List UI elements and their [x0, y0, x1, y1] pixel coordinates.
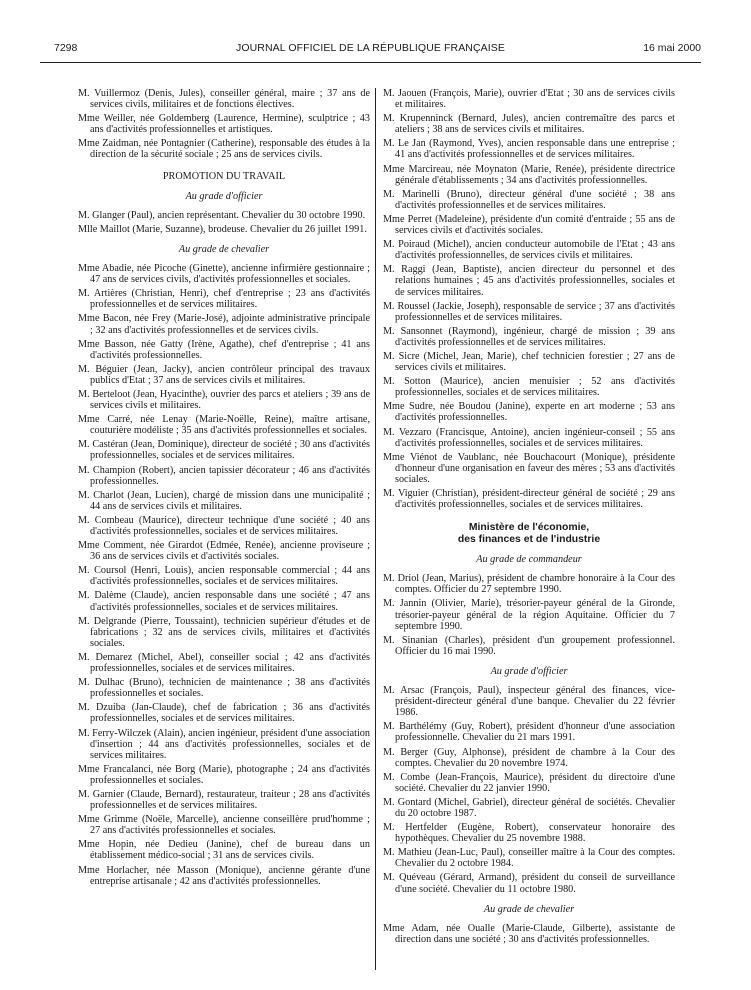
decree-entry: M. Ferry-Wilczek (Alain), ancien ingénieur, président d'une association d'insertion ; 44 ans d'activités professionnelles, sociales et de services militaires. [78, 727, 370, 761]
decree-entry: M. Le Jan (Raymond, Yves), ancien responsable dans une entreprise ; 41 ans d'activités professionnelles et de services militaires. [383, 138, 675, 161]
decree-entry: M. Béguier (Jean, Jacky), ancien contrôleur principal des travaux publics d'Etat ; 37 ans de services civils et militaires. [78, 363, 370, 386]
decree-entry: Mme Perret (Madeleine), présidente d'un comité d'entraide ; 55 ans de services civils et d'activités sociales. [383, 213, 675, 237]
ministry-heading-line1: Ministère de l'économie, [468, 522, 590, 534]
officier-entries [383, 685, 675, 895]
decree-entry: Mme Zaidman, née Pontagnier (Catherine), responsable des études à la direction de la sécurité sociale ; 25 ans de services civils. [78, 138, 370, 161]
decree-entry: Mme Bacon, née Frey (Marie-José), adjointe administrative principale ; 32 ans d'activités professionnelles et de services civils. [78, 313, 370, 336]
decree-entry: M. Dalème (Claude), ancien responsable dans une société ; 47 ans d'activités professionnelles, sociales et de services militaires. [78, 590, 370, 613]
right-column [383, 88, 675, 948]
decree-entry: M. Combe (Jean-François, Maurice), président du directoire d'une société. Chevalier du 22 janvier 1990. [383, 771, 675, 794]
decree-entry: M. Artières (Christian, Henri), chef d'entreprise ; 23 ans d'activités professionnelles et de services militaires. [78, 288, 370, 311]
grade-heading-chevalier: Au grade de chevalier [483, 903, 575, 915]
decree-entry: M. Jaouen (François, Marie), ouvrier d'Etat ; 30 ans de services civils et militaires. [383, 88, 675, 111]
decree-entry: M. Hertfelder (Eugène, Robert), conservateur honoraire des hypothèques. Chevalier du 25 novembre 1988. [383, 822, 675, 845]
grade-heading-officier: Au grade d'officier [185, 190, 263, 202]
decree-entry: M. Vuillermoz (Denis, Jules), conseiller général, maire ; 37 ans de services civils, militaires et de fonctions électives. [78, 88, 370, 111]
decree-entry: M. Raggi (Jean, Baptiste), ancien directeur du personnel et des relations humaines ; 45 ans d'activités professionnelles, sociales et de services militaires. [383, 264, 675, 298]
decree-entry: M. Barthélémy (Guy, Robert), président d'honneur d'une association professionnelle. Chevalier du 21 mars 1991. [383, 721, 675, 744]
decree-entry: M. Sicre (Michel, Jean, Marie), chef technicien forestier ; 27 ans de services civils et militaires. [383, 350, 675, 374]
decree-entry: M. Poiraud (Michel), ancien conducteur automobile de l'Etat ; 43 ans d'activités professionnelles, de services civils et militaires. [383, 239, 675, 262]
decree-entry: M. Sotton (Maurice), ancien menuisier ; 52 ans d'activités professionnelles, sociales et de services militaires. [383, 376, 675, 399]
grade-heading-officier: Au grade d'officier [490, 665, 568, 677]
chevalier-entries-continued [383, 88, 675, 510]
chevalier-entries [383, 923, 675, 945]
decree-entry: M. Charlot (Jean, Lucien), chargé de mission dans une municipalité ; 44 ans de services civils et militaires. [78, 489, 370, 512]
decree-entry: M. Gontard (Michel, Gabriel), directeur général de sociétés. Chevalier du 20 octobre 1987. [383, 796, 675, 819]
decree-entry: Mme Grimme (Noële, Marcelle), ancienne conseillère prud'homme ; 27 ans d'activités professionnelles et sociales. [78, 814, 370, 837]
decree-entry: M. Krupenninck (Bernard, Jules), ancien contremaître des parcs et ateliers ; 38 ans de services civils et militaires. [383, 113, 675, 136]
decree-entry: Mme Sudre, née Boudou (Janine), experte en art moderne ; 53 ans d'activités professionnelles. [383, 401, 675, 424]
decree-entry: M. Castéran (Jean, Dominique), directeur de société ; 30 ans d'activités professionnelles, sociales et de services militaires. [78, 439, 370, 462]
decree-entry: Mme Comment, née Girardot (Edmée, Renée), ancienne proviseure ; 36 ans de services civils et d'activités sociales. [78, 540, 370, 563]
decree-entry: M. Combeau (Maurice), directeur technique d'une société ; 40 ans d'activités professionnelles, sociales et de services militaires. [78, 514, 370, 537]
ministry-heading-line2: des finances et de l'industrie [457, 533, 601, 545]
chevalier-entries [78, 263, 370, 887]
decree-entry: M. Glanger (Paul), ancien représentant. Chevalier du 30 octobre 1990. [78, 209, 366, 221]
decree-entry: M. Driol (Jean, Marius), président de chambre honoraire à la Cour des comptes. Officier du 27 septembre 1990. [383, 573, 675, 596]
column-divider [375, 88, 376, 970]
decree-entry: M. Sinanian (Charles), président d'un groupement professionnel. Officier du 16 mai 1990. [383, 634, 675, 657]
commandeur-entries [383, 573, 675, 657]
page-number: 7298 [54, 42, 78, 54]
decree-entry: M. Vezzaro (Francisque, Antoine), ancien ingénieur-conseil ; 55 ans d'activités professionnelles, sociales et de services militaires. [383, 426, 675, 449]
decree-entry: M. Garnier (Claude, Bernard), restaurateur, traiteur ; 28 ans d'activités professionnelles et de services militaires. [78, 788, 370, 812]
journal-title: JOURNAL OFFICIEL DE LA RÉPUBLIQUE FRANÇAISE [236, 42, 505, 54]
decree-entry: M. Arsac (François, Paul), inspecteur général des finances, vice-président-directeur général d'une banque. Chevalier du 22 février 1986. [383, 685, 675, 719]
decree-entry: Mme Adam, née Oualle (Marie-Claude, Gilberte), assistante de direction dans une société ; 30 ans d'activités professionnelles. [383, 922, 675, 945]
decree-entry: Mme Abadie, née Picoche (Ginette), ancienne infirmière gestionnaire ; 47 ans de services civils, d'activités professionnelles et sociales. [78, 263, 370, 286]
decree-entry: Mme Hopin, née Dedieu (Janine), chef de bureau dans un établissement médico-social ; 31 ans de services civils. [78, 839, 370, 862]
decree-entry: M. Marinelli (Bruno), directeur général d'une société ; 38 ans d'activités professionnelles et de services militaires. [383, 188, 675, 211]
grade-heading-chevalier: Au grade de chevalier [178, 243, 270, 255]
decree-entry: M. Jannin (Olivier, Marie), trésorier-payeur général de la Gironde, trésorier-payeur général de la région Aquitaine. Officier du 7 septembre 1990. [383, 598, 675, 632]
decree-entry: Mme Marcireau, née Moynaton (Marie, Renée), présidente directrice générale d'établissements ; 34 ans d'activités professionnelles. [383, 163, 675, 186]
decree-entry: M. Dzuiba (Jan-Claude), chef de fabrication ; 36 ans d'activités professionnelles, sociales et de services militaires. [78, 702, 370, 725]
page-header [40, 40, 701, 63]
decree-entry: Mme Francalanci, née Borg (Marie), photographe ; 24 ans d'activités professionnelles et sociales. [78, 763, 370, 786]
ministry-heading [383, 522, 675, 545]
decree-entry: M. Dulhac (Bruno), technicien de maintenance ; 38 ans d'activités professionnelles et sociales. [78, 677, 370, 700]
decree-entry: M. Quéveau (Gérard, Armand), président du conseil de surveillance d'une société. Chevalier du 11 octobre 1980. [383, 872, 675, 895]
officier-entries [78, 210, 370, 235]
decree-entry: M. Berger (Guy, Alphonse), président de chambre à la Cour des comptes. Chevalier du 20 novembre 1974. [383, 746, 675, 769]
decree-entry: M. Roussel (Jackie, Joseph), responsable de service ; 37 ans d'activités professionnelles et de services militaires. [383, 300, 675, 323]
decree-entry: M. Champion (Robert), ancien tapissier décorateur ; 46 ans d'activités professionnelles. [78, 464, 370, 487]
decree-entry: M. Delgrande (Pierre, Toussaint), technicien supérieur d'études et de fabrications ; 32 ans de services civils, militaires et d'activités sociales. [78, 615, 370, 649]
publication-date: 16 mai 2000 [643, 42, 701, 54]
decree-entry: M. Coursol (Henri, Louis), ancien responsable commercial ; 44 ans d'activités professionnelles, sociales et de services militaires. [78, 565, 370, 588]
decree-entry: Mme Basson, née Gatty (Irène, Agathe), chef d'entreprise ; 41 ans d'activités professionnelles. [78, 338, 370, 361]
decree-entry: M. Viguier (Christian), président-directeur général de société ; 29 ans d'activités professionnelles, sociales et de services militaires. [383, 488, 675, 511]
decree-entry: M. Berteloot (Jean, Hyacinthe), ouvrier des parcs et ateliers ; 39 ans de services civils et militaires. [78, 388, 370, 412]
section-title-promotion-du-travail: PROMOTION DU TRAVAIL [162, 170, 286, 182]
decree-entry: M. Demarez (Michel, Abel), conseiller social ; 42 ans d'activités professionnelles, sociales et de services militaires. [78, 651, 370, 675]
intro-entries [78, 88, 370, 161]
decree-entry: M. Mathieu (Jean-Luc, Paul), conseiller maître à la Cour des comptes. Chevalier du 2 octobre 1984. [383, 847, 675, 870]
decree-entry: Mme Viénot de Vaublanc, née Bouchacourt (Monique), présidente d'honneur d'une organisation en faveur des mères ; 53 ans d'activités sociales. [383, 451, 675, 485]
left-column [78, 88, 370, 890]
decree-entry: Mme Horlacher, née Masson (Monique), ancienne gérante d'une entreprise artisanale ; 42 ans d'activités professionnelles. [78, 864, 370, 887]
decree-entry: Mlle Maillot (Marie, Suzanne), brodeuse. Chevalier du 26 juillet 1991. [78, 223, 367, 235]
decree-entry: M. Sansonnet (Raymond), ingénieur, chargé de mission ; 39 ans d'activités professionnelles et de services militaires. [383, 325, 675, 348]
grade-heading-commandeur: Au grade de commandeur [476, 554, 582, 566]
decree-entry: Mme Weiller, née Goldemberg (Laurence, Hermine), sculptrice ; 43 ans d'activités professionnelles et artistiques. [78, 113, 370, 136]
decree-entry: Mme Carré, née Lenay (Marie-Noëlle, Reine), maître artisane, couturière modéliste ; 35 ans d'activités professionnelles et sociales. [78, 414, 370, 437]
